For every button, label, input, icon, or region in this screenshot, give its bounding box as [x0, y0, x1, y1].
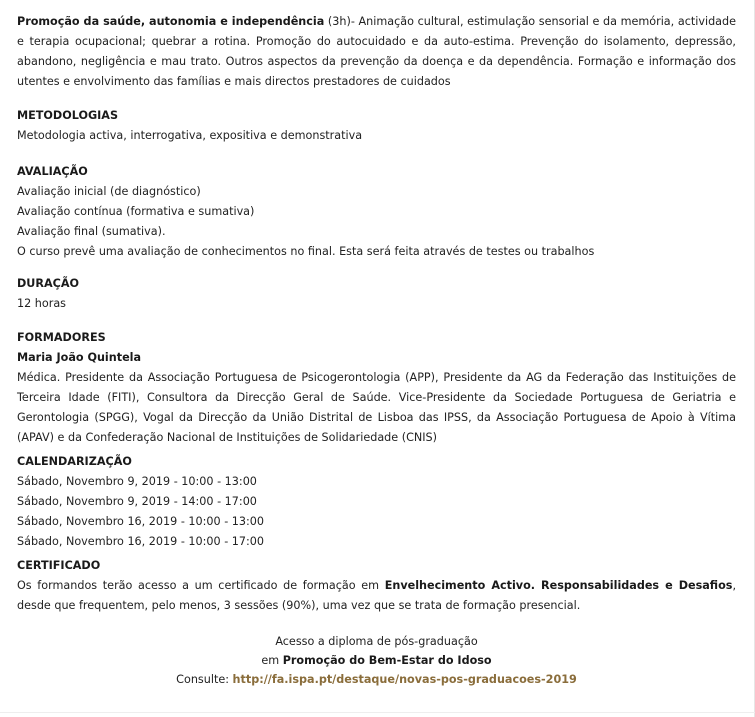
- session-item: Sábado, Novembro 9, 2019 - 14:00 - 17:00: [17, 495, 257, 508]
- avaliacao-section: [17, 162, 736, 262]
- footer-line-1: Acesso a diploma de pós-graduação: [275, 635, 478, 648]
- duracao-text: 12 horas: [17, 297, 67, 310]
- bottom-divider: [0, 712, 755, 713]
- duracao-heading: DURAÇÃO: [17, 277, 80, 290]
- certificado-text-before: Os formandos terão acesso a um certificado de formação em: [17, 579, 385, 592]
- session-item: Sábado, Novembro 16, 2019 - 10:00 - 17:00: [17, 535, 265, 548]
- certificado-text: [17, 576, 736, 616]
- certificado-text-after: , desde que frequentem, pelo menos, 3 sessões (90%), uma vez que se trata de formação presencial.: [17, 579, 736, 612]
- metodologias-section: [17, 106, 736, 146]
- formadores-heading: FORMADORES: [17, 331, 106, 344]
- session-item: Sábado, Novembro 9, 2019 - 10:00 - 13:00: [17, 475, 257, 488]
- postgrad-link[interactable]: http://fa.ispa.pt/destaque/novas-pos-graduacoes-2019: [232, 673, 577, 686]
- duracao-section: [17, 274, 736, 314]
- footer-line-2-prefix: em: [261, 654, 283, 667]
- avaliacao-line: O curso prevê uma avaliação de conhecimentos no final. Esta será feita através de testes ou trabalhos: [17, 245, 595, 258]
- module-description: - Animação cultural, estimulação sensorial e da memória, actividade e terapia ocupacional; quebrar a rotina. Promoção do autocuidado e da auto-estima. Prevenção do isolamento, depressão, abandono, negligência e mau trato. Outros aspectos da prevenção da doença e da dependência. Formação e informação dos utentes e envolvimento das famílias e mais directos prestadores de cuidados: [17, 15, 737, 88]
- trainer-name: Maria João Quintela: [17, 351, 142, 364]
- metodologias-text: Metodologia activa, interrogativa, expositiva e demonstrativa: [17, 129, 363, 142]
- footer-line-3: [17, 670, 736, 689]
- metodologias-heading: METODOLOGIAS: [17, 109, 119, 122]
- postgrad-footer: [17, 632, 736, 689]
- module-paragraph: [17, 12, 736, 92]
- module-hours: (3h): [327, 15, 351, 28]
- trainer-bio: Médica. Presidente da Associação Portuguesa de Psicogerontologia (APP), Presidente da AG da Federação das Instituições de Terceira Idade (FITI), Consultora da Direcção Geral de Saúde. Vice-Presidente da Sociedade Portuguesa de Geriatria e Gerontologia (SPGG), Vogal da Direcção da União Distrital de Lisboa das IPSS, da Associação Portuguesa de Apoio à Vítima (APAV) e da Confederação Nacional de Instituições de Solidariedade (CNIS): [17, 371, 736, 444]
- avaliacao-heading: AVALIAÇÃO: [17, 165, 88, 178]
- certificado-course-name: Envelhecimento Activo. Responsabilidades e Desafios: [384, 579, 733, 592]
- formadores-section: [17, 328, 736, 448]
- session-item: Sábado, Novembro 16, 2019 - 10:00 - 13:00: [17, 515, 265, 528]
- footer-line-3-prefix: Consulte:: [176, 673, 233, 686]
- certificado-heading: CERTIFICADO: [17, 559, 101, 572]
- calendarizacao-heading: CALENDARIZAÇÃO: [17, 455, 132, 468]
- footer-line-2: [17, 651, 736, 670]
- certificado-section: [17, 556, 736, 616]
- module-title: Promoção da saúde, autonomia e independência: [17, 15, 325, 28]
- calendarizacao-section: [17, 452, 736, 552]
- course-details: [17, 12, 736, 689]
- avaliacao-line: Avaliação contínua (formativa e sumativa): [17, 205, 255, 218]
- avaliacao-line: Avaliação final (sumativa).: [17, 225, 166, 238]
- postgrad-course-name: Promoção do Bem-Estar do Idoso: [282, 654, 492, 667]
- avaliacao-line: Avaliação inicial (de diagnóstico): [17, 185, 201, 198]
